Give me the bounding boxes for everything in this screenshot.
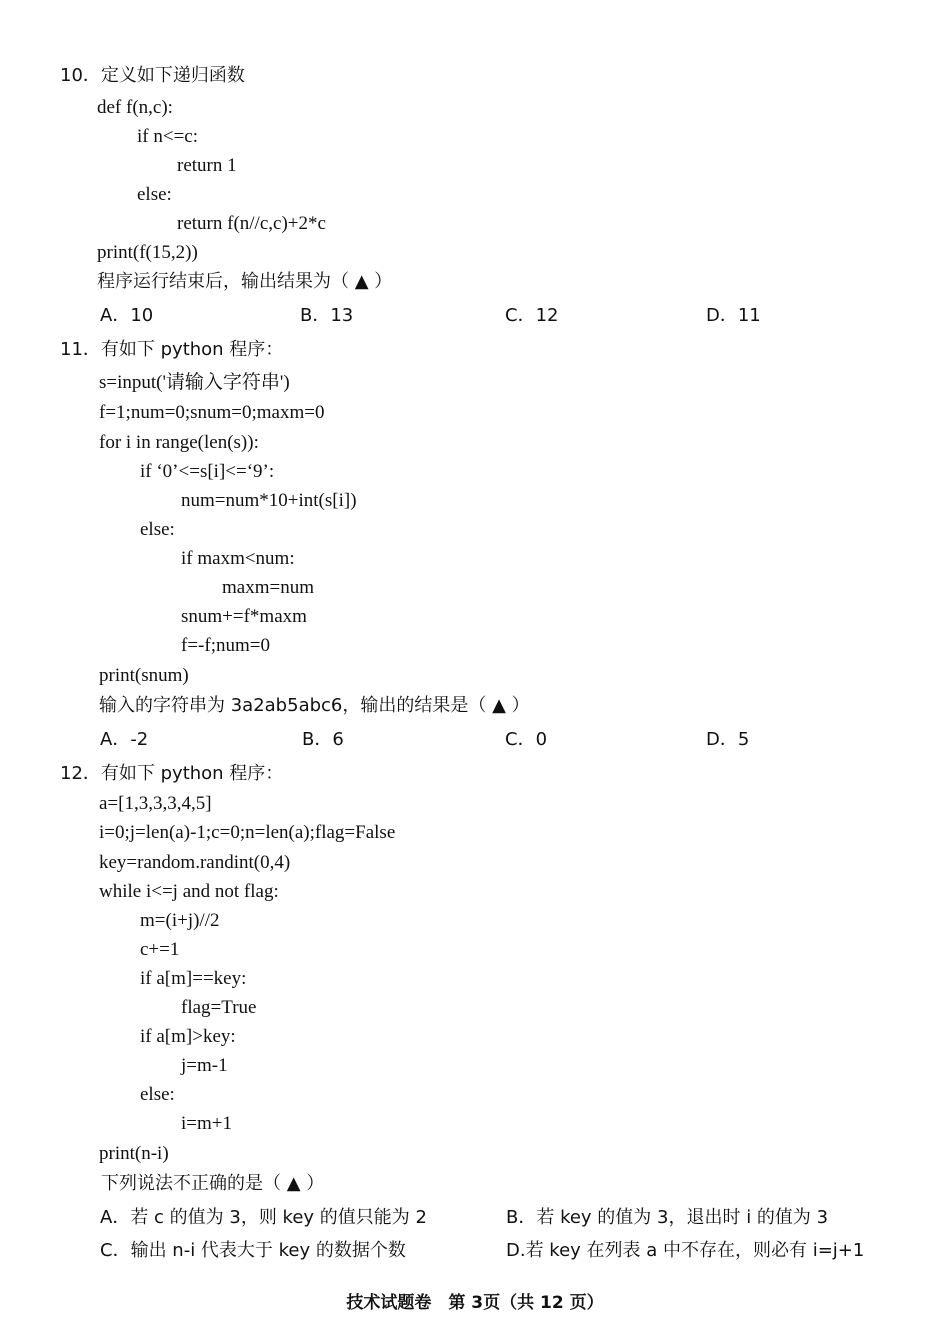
q10-code-line: if n<=c:: [137, 126, 198, 147]
q12-option-a: A．若 c 的值为 3，则 key 的值只能为 2: [100, 1207, 427, 1228]
q12-code-line: i=0;j=len(a)-1;c=0;n=len(a);flag=False: [99, 822, 396, 843]
page-footer: 技术试题卷 第 3页（共 12 页）: [346, 1293, 604, 1313]
q12-code-line: a=[1,3,3,3,4,5]: [99, 793, 212, 814]
q12-code-line: if a[m]==key:: [140, 968, 247, 989]
q11-code-line: f=1;num=0;snum=0;maxm=0: [99, 402, 325, 423]
q12-code-line: print(n-i): [99, 1143, 169, 1164]
q10-title: 10．定义如下递归函数: [60, 65, 245, 86]
q11-code-line: f=-f;num=0: [181, 635, 270, 656]
q10-code-line: print(f(15,2)): [97, 242, 198, 263]
q12-option-d: D.若 key 在列表 a 中不存在，则必有 i=j+1: [506, 1240, 865, 1261]
q10-code-line: def f(n,c):: [97, 97, 173, 118]
q10-option-c: C．12: [505, 305, 559, 326]
q11-option-b: B．6: [302, 729, 344, 750]
q10-code-line: else:: [137, 184, 172, 205]
q11-option-c: C．0: [505, 729, 548, 750]
q12-code-line: i=m+1: [181, 1113, 232, 1134]
q12-code-line: key=random.randint(0,4): [99, 852, 291, 873]
q10-option-d: D．11: [706, 305, 761, 326]
q12-code-line: while i<=j and not flag:: [99, 881, 279, 902]
q11-code-line: for i in range(len(s)):: [99, 432, 259, 453]
q12-code-line: else:: [140, 1084, 175, 1105]
q12-code-line: m=(i+j)//2: [140, 910, 220, 931]
q10-code-line: return f(n//c,c)+2*c: [177, 213, 326, 234]
q12-option-c: C．输出 n-i 代表大于 key 的数据个数: [100, 1240, 406, 1261]
q11-code-line: maxm=num: [222, 577, 314, 598]
q12-code-line: if a[m]>key:: [140, 1026, 236, 1047]
q11-option-d: D．5: [706, 729, 750, 750]
q12-code-line: j=m-1: [181, 1055, 228, 1076]
q12-title: 12．有如下 python 程序：: [60, 763, 284, 784]
q10-prompt: 程序运行结束后，输出结果为（ ▲ ）: [97, 271, 393, 292]
q12-prompt: 下列说法不正确的是（ ▲ ）: [101, 1173, 325, 1194]
q10-option-a: A．10: [100, 305, 154, 326]
q10-code-line: return 1: [177, 155, 237, 176]
q11-option-a: A．-2: [100, 729, 149, 750]
q11-prompt: 输入的字符串为 3a2ab5abc6，输出的结果是（ ▲ ）: [99, 695, 530, 716]
q11-code-line: if maxm<num:: [181, 548, 295, 569]
q11-code-line: if ‘0’<=s[i]<=‘9’:: [140, 461, 275, 482]
q10-option-b: B．13: [300, 305, 354, 326]
q11-code-line: s=input('请输入字符串'): [99, 372, 290, 393]
q12-option-b: B．若 key 的值为 3，退出时 i 的值为 3: [506, 1207, 829, 1228]
q11-code-line: num=num*10+int(s[i]): [181, 490, 357, 511]
q11-code-line: print(snum): [99, 665, 189, 686]
q12-code-line: c+=1: [140, 939, 180, 960]
q12-code-line: flag=True: [181, 997, 257, 1018]
q11-code-line: snum+=f*maxm: [181, 606, 307, 627]
q11-title: 11．有如下 python 程序：: [60, 339, 284, 360]
q11-code-line: else:: [140, 519, 175, 540]
